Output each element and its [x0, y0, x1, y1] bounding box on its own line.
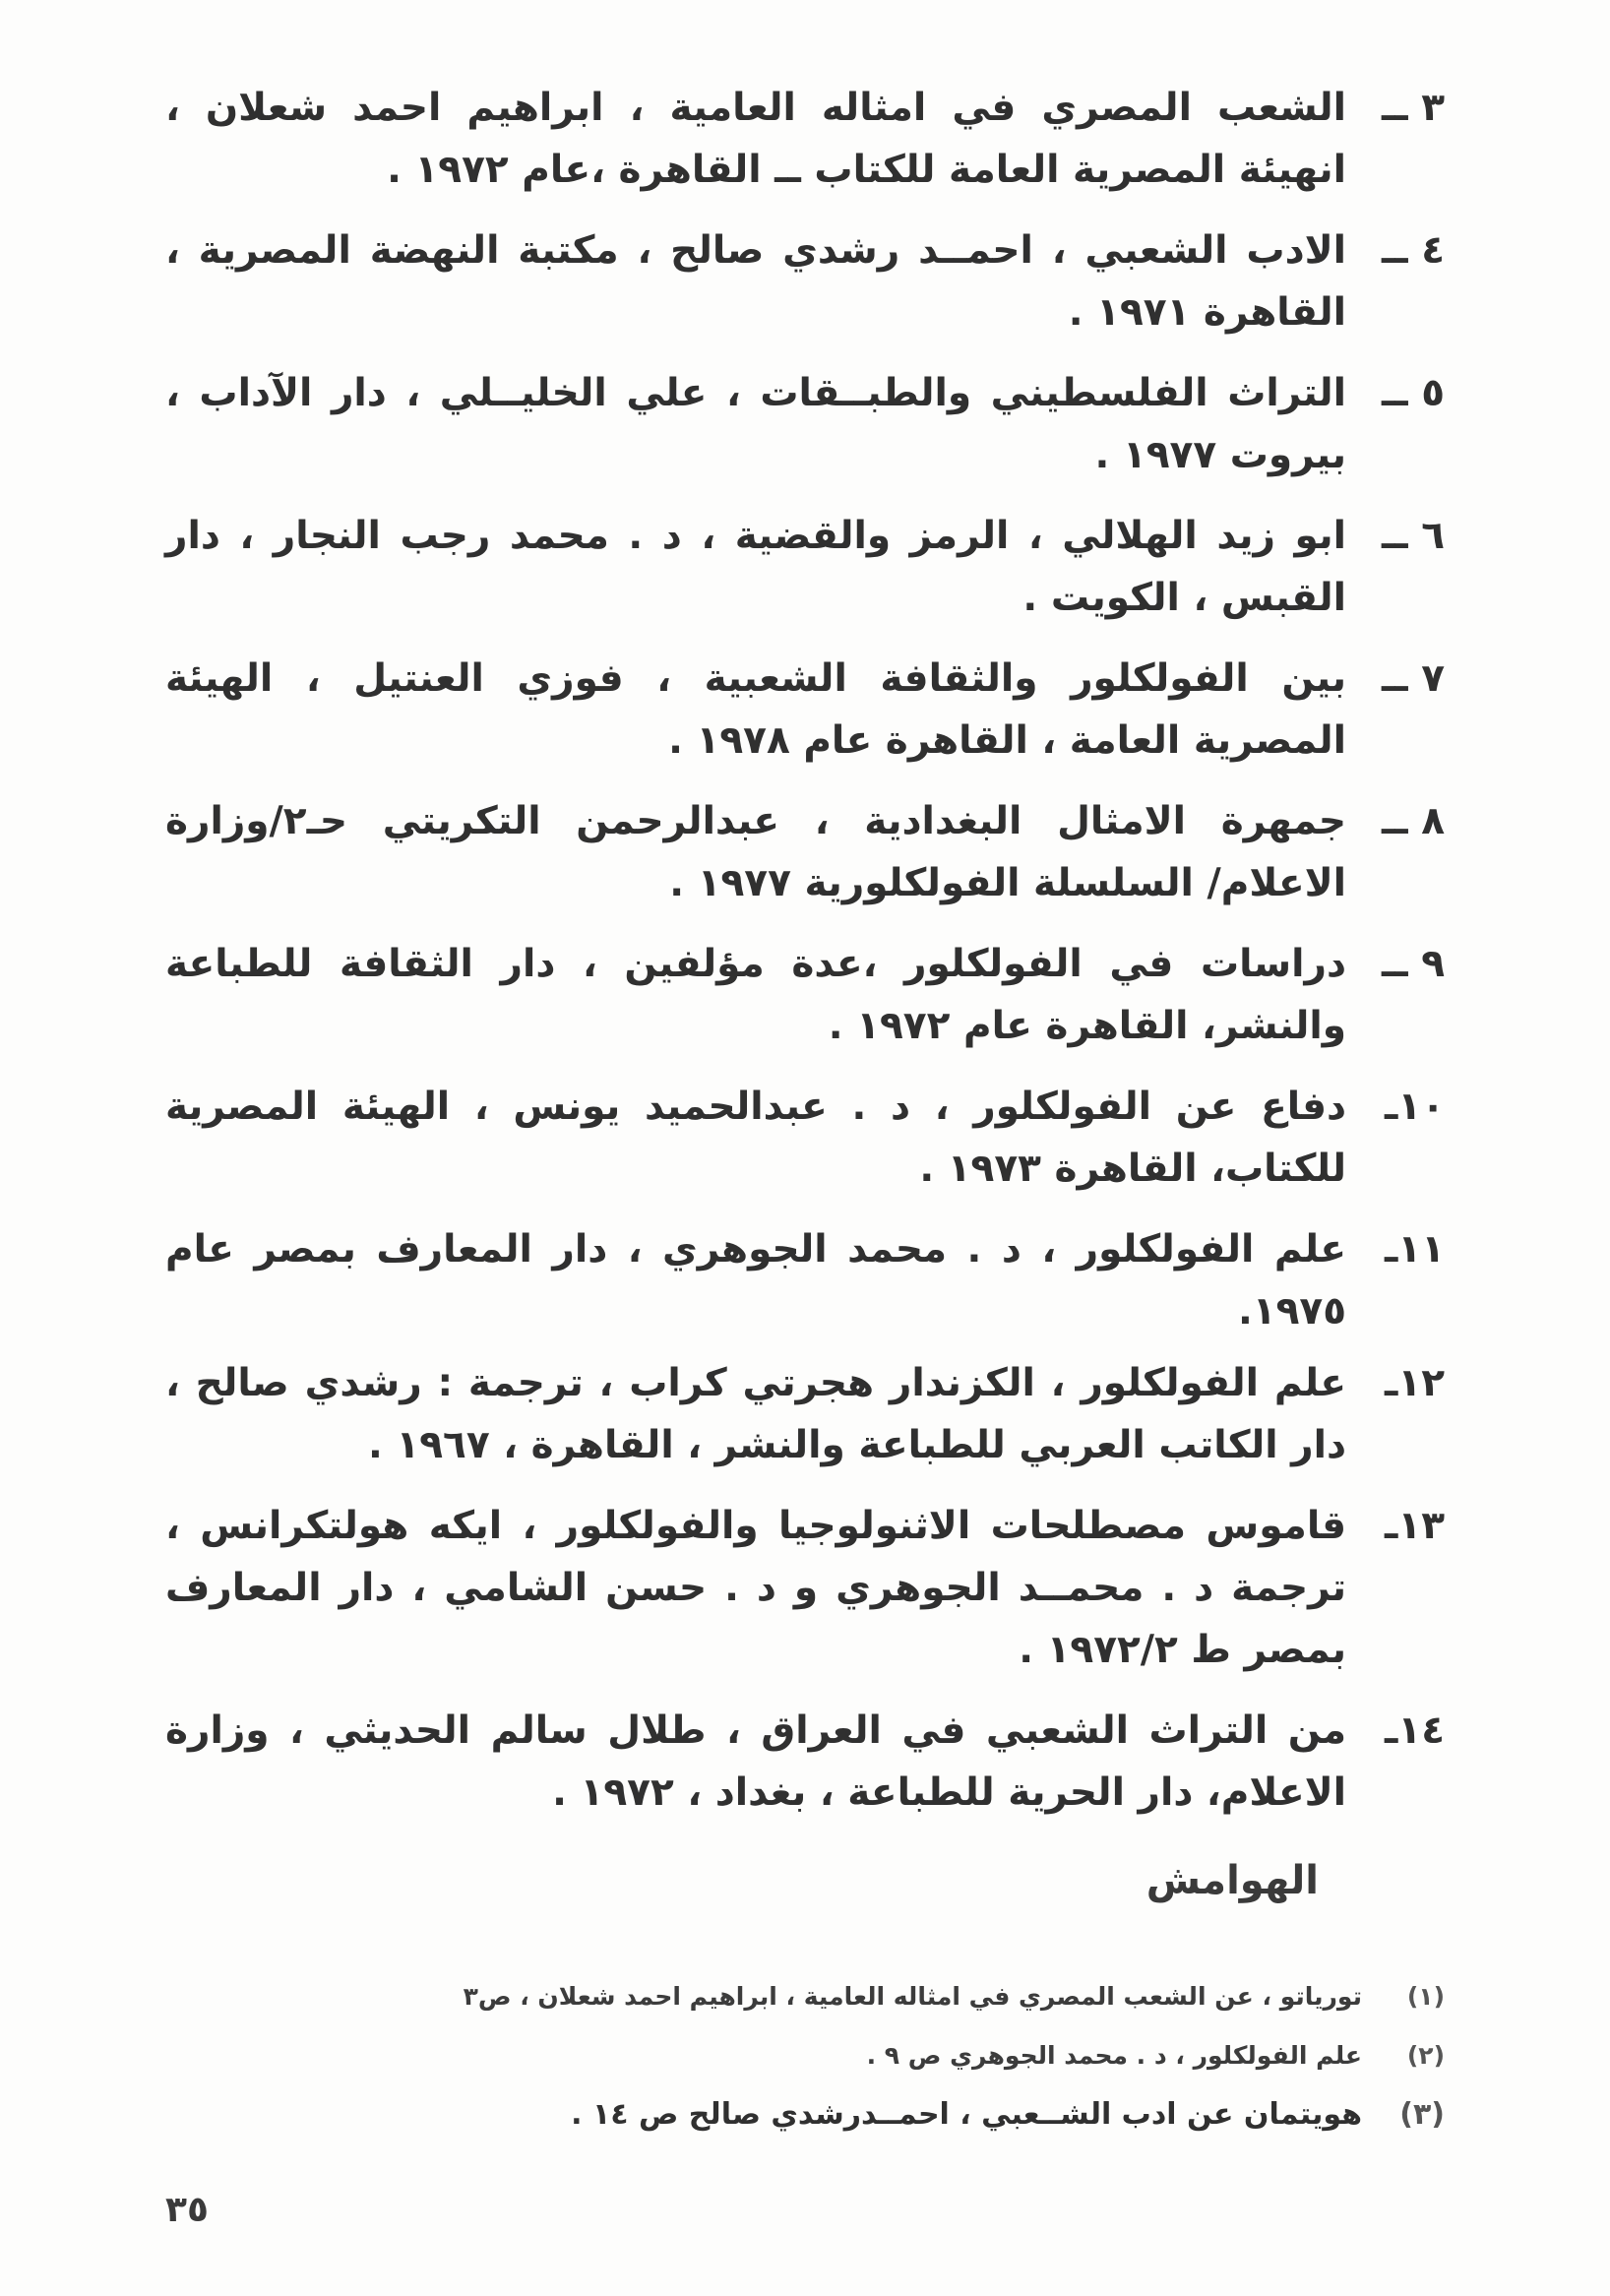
- reference-item: [165, 1076, 1445, 1200]
- reference-item: [165, 1218, 1445, 1342]
- reference-number: ٧ ــ: [1381, 656, 1445, 701]
- reference-text: الشعب المصري في امثاله العامية ، ابراهيم احمد شعلان ، انهيئة المصرية العامة للكتاب ــ القاهرة ،عام ١٩٧٢ .: [165, 86, 1346, 192]
- reference-item: [165, 505, 1445, 629]
- reference-number: ١٣ـ: [1385, 1504, 1445, 1548]
- bibliography-list: [165, 77, 1445, 1842]
- footnote-text: تورياتو ، عن الشعب المصري في امثاله العامية ، ابراهيم احمد شعلان ، ص٣: [463, 1981, 1362, 2011]
- reference-text: دراسات في الفولكلور ،عدة مؤلفين ، دار الثقافة للطباعة والنشر، القاهرة عام ١٩٧٢ .: [165, 942, 1346, 1048]
- reference-text: ابو زيد الهلالي ، الرمز والقضية ، د . محمد رجب النجار ، دار القبس ، الكويت .: [165, 514, 1346, 620]
- reference-number: ١١ـ: [1385, 1227, 1445, 1272]
- reference-item: [165, 219, 1445, 343]
- reference-item: [165, 1495, 1445, 1681]
- footnote-text: علم الفولكلور ، د . محمد الجوهري ص ٩ .: [866, 2040, 1362, 2070]
- reference-number: ١٤ـ: [1385, 1708, 1445, 1753]
- reference-item: [165, 648, 1445, 772]
- reference-number: ١٠ـ: [1385, 1085, 1445, 1129]
- reference-number: ٣ ــ: [1381, 86, 1445, 130]
- footnote-number: (٣): [1399, 2096, 1445, 2132]
- reference-item: [165, 933, 1445, 1057]
- footnote-number: (١): [1406, 1981, 1445, 2011]
- footnotes-heading: الهوامش: [1146, 1858, 1319, 1903]
- reference-item: [165, 1700, 1445, 1824]
- reference-text: من التراث الشعبي في العراق ، طلال سالم الحديثي ، وزارة الاعلام، دار الحرية للطباعة ، بغداد ، ١٩٧٢ .: [165, 1708, 1346, 1815]
- reference-item: [165, 1352, 1445, 1476]
- footnotes-list: [165, 1966, 1445, 2143]
- reference-number: ٩ ــ: [1381, 942, 1445, 986]
- reference-text: دفاع عن الفولكلور ، د . عبدالحميد يونس ، الهيئة المصرية للكتاب، القاهرة ١٩٧٣ .: [165, 1085, 1346, 1191]
- page-number: ٣٥: [165, 2190, 209, 2230]
- reference-item: [165, 77, 1445, 201]
- footnote-item: [165, 1966, 1445, 2025]
- footnote-text: هويتمان عن ادب الشــعبي ، احمــدرشدي صالح ص ١٤ .: [571, 2096, 1362, 2132]
- reference-text: التراث الفلسطيني والطبــقات ، علي الخليــلي ، دار الآداب ، بيروت ١٩٧٧ .: [165, 371, 1346, 477]
- footnote-item: [165, 2084, 1445, 2143]
- footnote-number: (٢): [1406, 2040, 1445, 2070]
- reference-text: علم الفولكلور ، الكزندار هجرتي كراب ، ترجمة : رشدي صالح ، دار الكاتب العربي للطباعة والنشر ، القاهرة ، ١٩٦٧ .: [165, 1361, 1346, 1467]
- reference-item: [165, 362, 1445, 486]
- reference-number: ١٢ـ: [1385, 1361, 1445, 1405]
- reference-number: ٤ ــ: [1381, 228, 1445, 273]
- reference-text: بين الفولكلور والثقافة الشعبية ، فوزي العنتيل ، الهيئة المصرية العامة ، القاهرة عام ١٩٧٨ .: [165, 656, 1346, 763]
- reference-number: ٨ ــ: [1381, 799, 1445, 843]
- reference-text: قاموس مصطلحات الاثنولوجيا والفولكلور ، ايكه هولتكرانس ، ترجمة د . محمــد الجوهري و د . حسن الشامي ، دار المعارف بمصر ط ١٩٧٢/٢ .: [165, 1504, 1346, 1672]
- reference-number: ٥ ــ: [1381, 371, 1445, 415]
- footnote-item: [165, 2025, 1445, 2084]
- reference-item: [165, 790, 1445, 914]
- reference-text: جمهرة الامثال البغدادية ، عبدالرحمن التكريتي حـ٢/وزارة الاعلام/ السلسلة الفولكلورية ١٩٧٧ .: [165, 799, 1346, 905]
- reference-number: ٦ ــ: [1381, 514, 1445, 558]
- reference-text: الادب الشعبي ، احمــد رشدي صالح ، مكتبة النهضة المصرية ، القاهرة ١٩٧١ .: [165, 228, 1346, 335]
- reference-text: علم الفولكلور ، د . محمد الجوهري ، دار المعارف بمصر عام ١٩٧٥.: [165, 1227, 1346, 1334]
